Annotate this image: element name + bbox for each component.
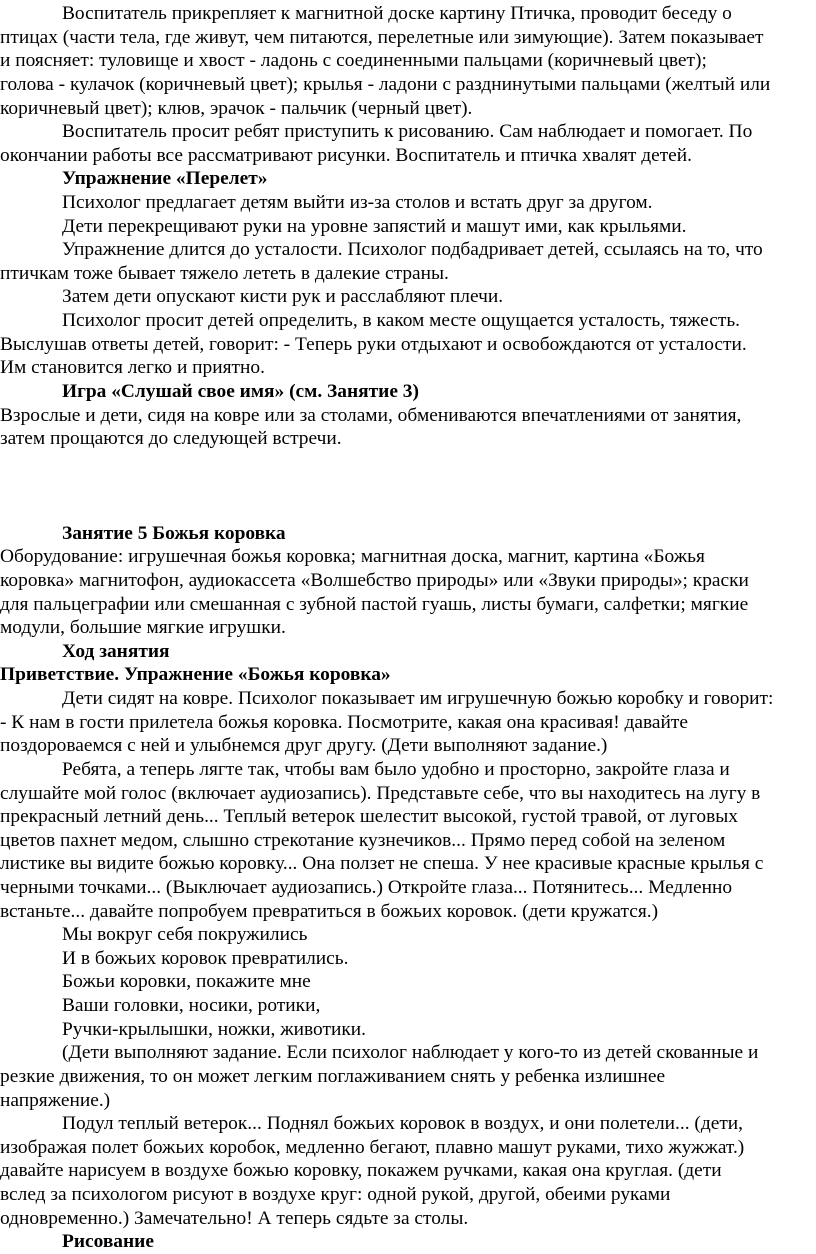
text-line: Ваши головки, носики, ротики, (62, 995, 321, 1016)
text-line: Оборудование: игрушечная божья коровка; магнитная доска, магнит, картина «Божья (0, 546, 705, 568)
text-line: напряжение.) (0, 1089, 111, 1111)
text-line: Ручки-крылышки, ножки, животики. (62, 1018, 366, 1040)
text-line: Божьи коровки, покажите мне (62, 971, 311, 993)
section-heading: Упражнение «Перелет» (62, 168, 268, 190)
text-line: слушайте мой голос (включает аудиозапись). Представьте себе, что вы находитесь на лугу в (0, 782, 761, 804)
text-line: изображая полет божьих коробок, медленно бегают, плавно машут руками, тихо жужжат.) (0, 1136, 745, 1158)
text-line: Дети сидят на ковре. Психолог показывает им игрушечную божью коробку и говорит: (62, 688, 774, 709)
text-line: И в божьих коровок превратились. (62, 947, 349, 969)
text-line: птичкам тоже бывает тяжело лететь в далекие страны. (0, 262, 449, 284)
text-line: поздороваемся с ней и улыбнемся друг другу. (Дети выполняют задание.) (0, 735, 608, 757)
text-line: коровка» магнитофон, аудиокассета «Волшебство природы» или «Звуки природы»; краски (0, 569, 749, 591)
text-line: листике вы видите божью коровку... Она ползет не спеша. У нее красивые красные крылья с (0, 853, 764, 875)
text-line: и поясняет: туловище и хвост - ладонь с соединенными пальцами (коричневый цвет); (0, 50, 707, 72)
text-line: Упражнение длится до усталости. Психолог подбадривает детей, ссылаясь на то, что (62, 239, 763, 261)
section-heading: Приветствие. Упражнение «Божья коровка» (0, 664, 391, 686)
text-line: Взрослые и дети, сидя на ковре или за столами, обмениваются впечатлениями от занятия, (0, 404, 742, 426)
text-line: черными точками... (Выключает аудиозапись.) Откройте глаза... Потянитесь... Медленно (0, 876, 733, 898)
text-line: давайте нарисуем в воздухе божью коровку, покажем ручками, какая она круглая. (дети (0, 1160, 722, 1182)
text-line: Дети перекрещивают руки на уровне запястий и машут ими, как крыльями. (62, 215, 687, 237)
text-line: Мы вокруг себя покружились (62, 924, 308, 946)
text-line: прекрасный летний день... Теплый ветерок шелестит высокой, густой травой, от луговых (0, 806, 739, 828)
text-line: окончании работы все рассматривают рисунки. Воспитатель и птичка хвалят детей. (0, 144, 693, 166)
text-line: Затем дети опускают кисти рук и расслабляют плечи. (62, 286, 504, 308)
text-line: Им становится легко и приятно. (0, 357, 265, 379)
text-line: - К нам в гости прилетела божья коровка. Посмотрите, какая она красивая! давайте (0, 711, 688, 733)
text-line: (Дети выполняют задание. Если психолог наблюдает у кого-то из детей скованные и (62, 1042, 759, 1064)
section-heading: Рисование (62, 1231, 154, 1253)
text-line: вслед за психологом рисуют в воздухе круг: одной рукой, другой, обеими руками (0, 1184, 671, 1205)
text-line: Психолог просит детей определить, в каком месте ощущается усталость, тяжесть. (62, 310, 741, 332)
text-line: встаньте... давайте попробуем превратиться в божьих коровок. (дети кружатся.) (0, 900, 659, 922)
text-line: резкие движения, то он может легким поглаживанием снять у ребенка излишнее (0, 1065, 666, 1087)
text-line: затем прощаются до следующей встречи. (0, 428, 342, 450)
text-line: для пальцеграфии или смешанная с зубной пастой гуашь, листы бумаги, салфетки; мягкие (0, 593, 749, 615)
text-line: коричневый цвет); клюв, эрачок - пальчик (черный цвет). (0, 97, 473, 119)
text-line: цветов пахнет медом, слышно стрекотание кузнечиков... Прямо перед собой на зеленом (0, 829, 726, 851)
text-line: голова - кулачок (коричневый цвет); крылья - ладони с разднинутыми пальцами (желтый или (0, 73, 771, 95)
section-heading: Занятие 5 Божья коровка (62, 522, 286, 544)
text-line: Выслушав ответы детей, говорит: - Теперь руки отдыхают и освобождаются от усталости. (0, 333, 747, 355)
text-line: птицах (части тела, где живут, чем питаются, перелетные или зимующие). Затем показывает (0, 26, 764, 48)
section-heading: Игра «Слушай свое имя» (см. Занятие 3) (62, 380, 419, 402)
text-line: одновременно.) Замечательно! А теперь сядьте за столы. (0, 1207, 469, 1229)
text-line: Воспитатель прикрепляет к магнитной доске картину Птичка, проводит беседу о (62, 3, 732, 24)
text-line: Психолог предлагает детям выйти из-за столов и встать друг за другом. (62, 192, 653, 213)
text-line: модули, большие мягкие игрушки. (0, 617, 286, 639)
text-line: Ребята, а теперь лягте так, чтобы вам было удобно и просторно, закройте глаза и (62, 758, 730, 780)
section-heading: Ход занятия (62, 640, 170, 662)
text-line: Воспитатель просит ребят приступить к рисованию. Сам наблюдает и помогает. По (62, 121, 753, 143)
text-line: Подул теплый ветерок... Поднял божьих коровок в воздух, и они полетели... (дети, (62, 1113, 744, 1135)
